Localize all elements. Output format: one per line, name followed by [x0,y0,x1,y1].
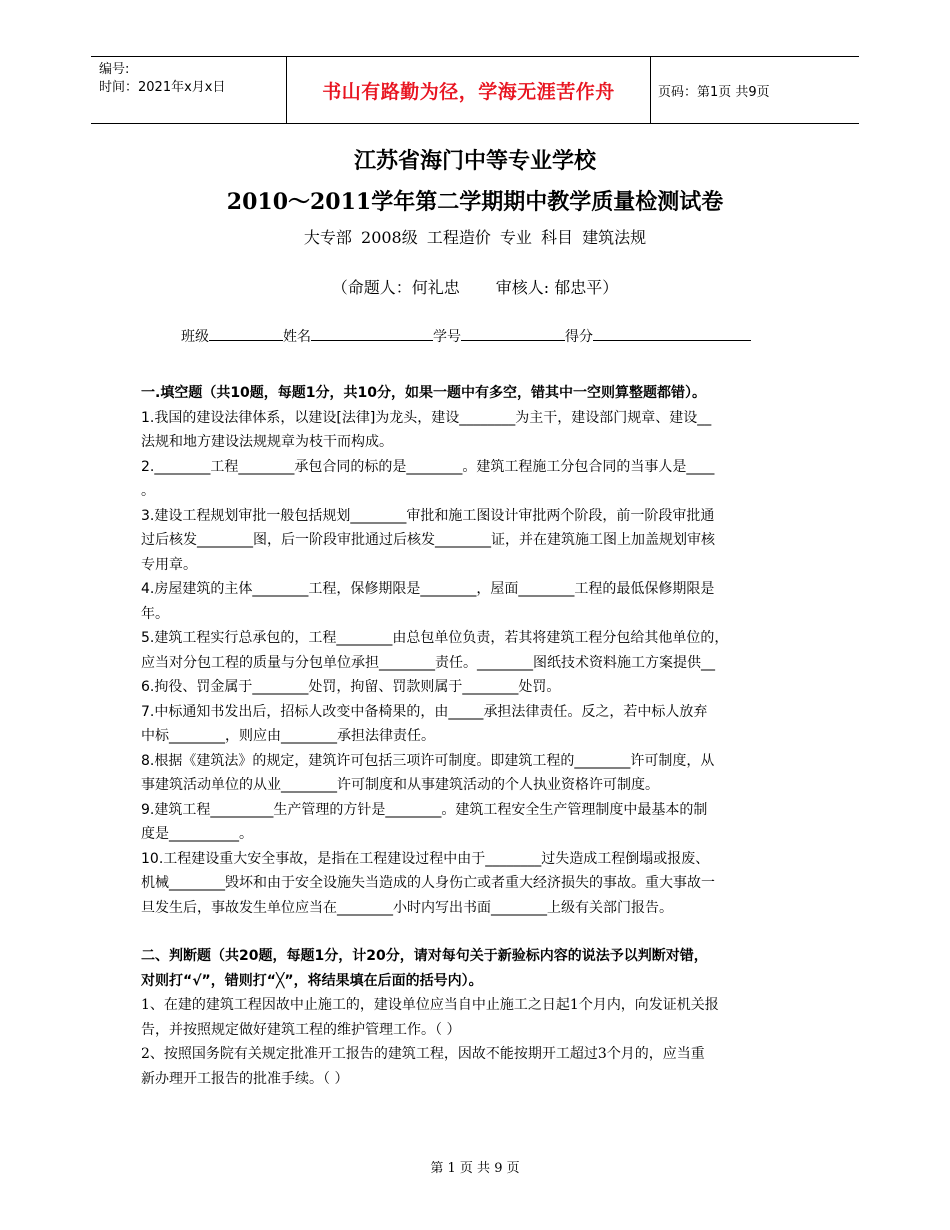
question-line: 7.中标通知书发出后，招标人改变中备椅果的，由_____承担法律责任。反之，若中标人放弃 [141,703,708,720]
question-line: 法规和地方建设法规规章为枝干而构成。 [141,434,393,450]
question-line: 10.工程建设重大安全事故，是指在工程建设过程中由于________过失造成工程倒塌或报废、 [141,850,710,867]
question-line: 专用章。 [141,556,197,573]
question-line: 1、在建的建筑工程因故中止施工的，建设单位应当自中止施工之日起1个月内，向发证机关报 [141,997,719,1013]
class-blank[interactable] [209,327,283,341]
section1-title: 一.填空题（共10题，每题1分，共10分，如果一题中有多空，错其中一空则算整题都错）。 [141,385,707,401]
question-line: 9.建筑工程_________生产管理的方针是________。建筑工程安全生产管理制度中最基本的制 [141,801,708,818]
question-line: 旦发生后，事故发生单位应当在________小时内写出书面________上级有关部门报告。 [141,899,673,916]
name-blank[interactable] [311,327,433,341]
class-label: 班级 [181,329,209,345]
question-line: 8.根据《建筑法》的规定，建筑许可包括三项许可制度。即建筑工程的________许可制度，从 [141,752,715,769]
question-line: 。 [141,483,155,499]
name-label: 姓名 [283,329,311,345]
section2-body [141,993,816,1091]
exam-title: 2010～2011学年第二学期期中教学质量检测试卷 [226,189,724,215]
student-id-blank[interactable] [461,327,565,341]
question-line: 过后核发________图，后一阶段审批通过后核发________证，并在建筑施工图上加盖规划审核 [141,532,715,548]
reviewer: 审核人: 郁忠平） [495,278,619,297]
student-id-label: 学号 [433,329,461,345]
exam-content [141,381,816,1091]
student-info-fields [181,326,751,346]
section1-body [141,406,816,921]
question-line: 度是__________。 [141,826,253,842]
question-line: 年。 [141,605,169,622]
score-blank[interactable] [593,327,751,341]
question-line: 2.________工程________承包合同的标的是________。建筑工程施工分包合同的当事人是____ [141,458,715,475]
section2-title-line1: 二、判断题（共20题，每题1分，计20分，请对每句关于新验标内容的说法予以判断对错， [141,948,708,964]
motto-text: 书山有路勤为径，学海无涯苦作舟 [322,80,615,103]
school-title: 江苏省海门中等专业学校 [353,149,596,174]
question-line: 5.建筑工程实行总承包的，工程________由总包单位负责，若其将建筑工程分包给其他单位的， [141,630,729,646]
motto-cell [286,57,651,123]
header-meta [99,61,225,97]
question-line: 新办理开工报告的批准手续。（ ） [141,1070,349,1087]
authors-line [0,275,950,298]
number-label: 编号: [99,62,130,77]
page-header [91,56,859,124]
author: （命题人：何礼忠 [331,278,460,297]
score-label: 得分 [565,329,593,345]
question-line: 2、按照国务院有关规定批准开工报告的建筑工程，因故不能按期开工超过3个月的，应当重 [141,1046,705,1062]
time-label: 时间：2021年x月x日 [99,80,226,95]
page-footer: 第 1 页 共 9 页 [430,1161,520,1176]
question-line: 3.建设工程规划审批一般包括规划________审批和施工图设计审批两个阶段，前一阶段审批通 [141,507,715,524]
question-line: 机械________毁坏和由于安全设施失当造成的人身伤亡或者重大经济损失的事故。重大事故一 [141,875,715,891]
section2-title-line2: 对则打“√”，错则打“╳”，将结果填在后面的括号内）。 [141,972,483,989]
question-line: 中标________，则应由________承担法律责任。 [141,728,435,744]
exam-subtitle: 大专部 2008级 工程造价 专业 科目 建筑法规 [303,228,647,247]
question-line: 4.房屋建筑的主体________工程，保修期限是________，屋面________工程的最低保修期限是 [141,581,715,597]
question-line: 告，并按照规定做好建筑工程的维护管理工作。（ ） [141,1021,461,1038]
question-line: 事建筑活动单位的从业________许可制度和从事建筑活动的个人执业资格许可制度。 [141,777,659,793]
question-line: 应当对分包工程的质量与分包单位承担________责任。________图纸技术资料施工方案提供__ [141,654,715,671]
question-line: 6.拘役、罚金属于________处罚，拘留、罚款则属于________处罚。 [141,679,561,695]
question-line: 1.我国的建设法律体系，以建设[法律]为龙头，建设________为主干，建设部门规章、建设__ [141,409,712,426]
page-info: 页码：第1页 共9页 [658,84,770,100]
